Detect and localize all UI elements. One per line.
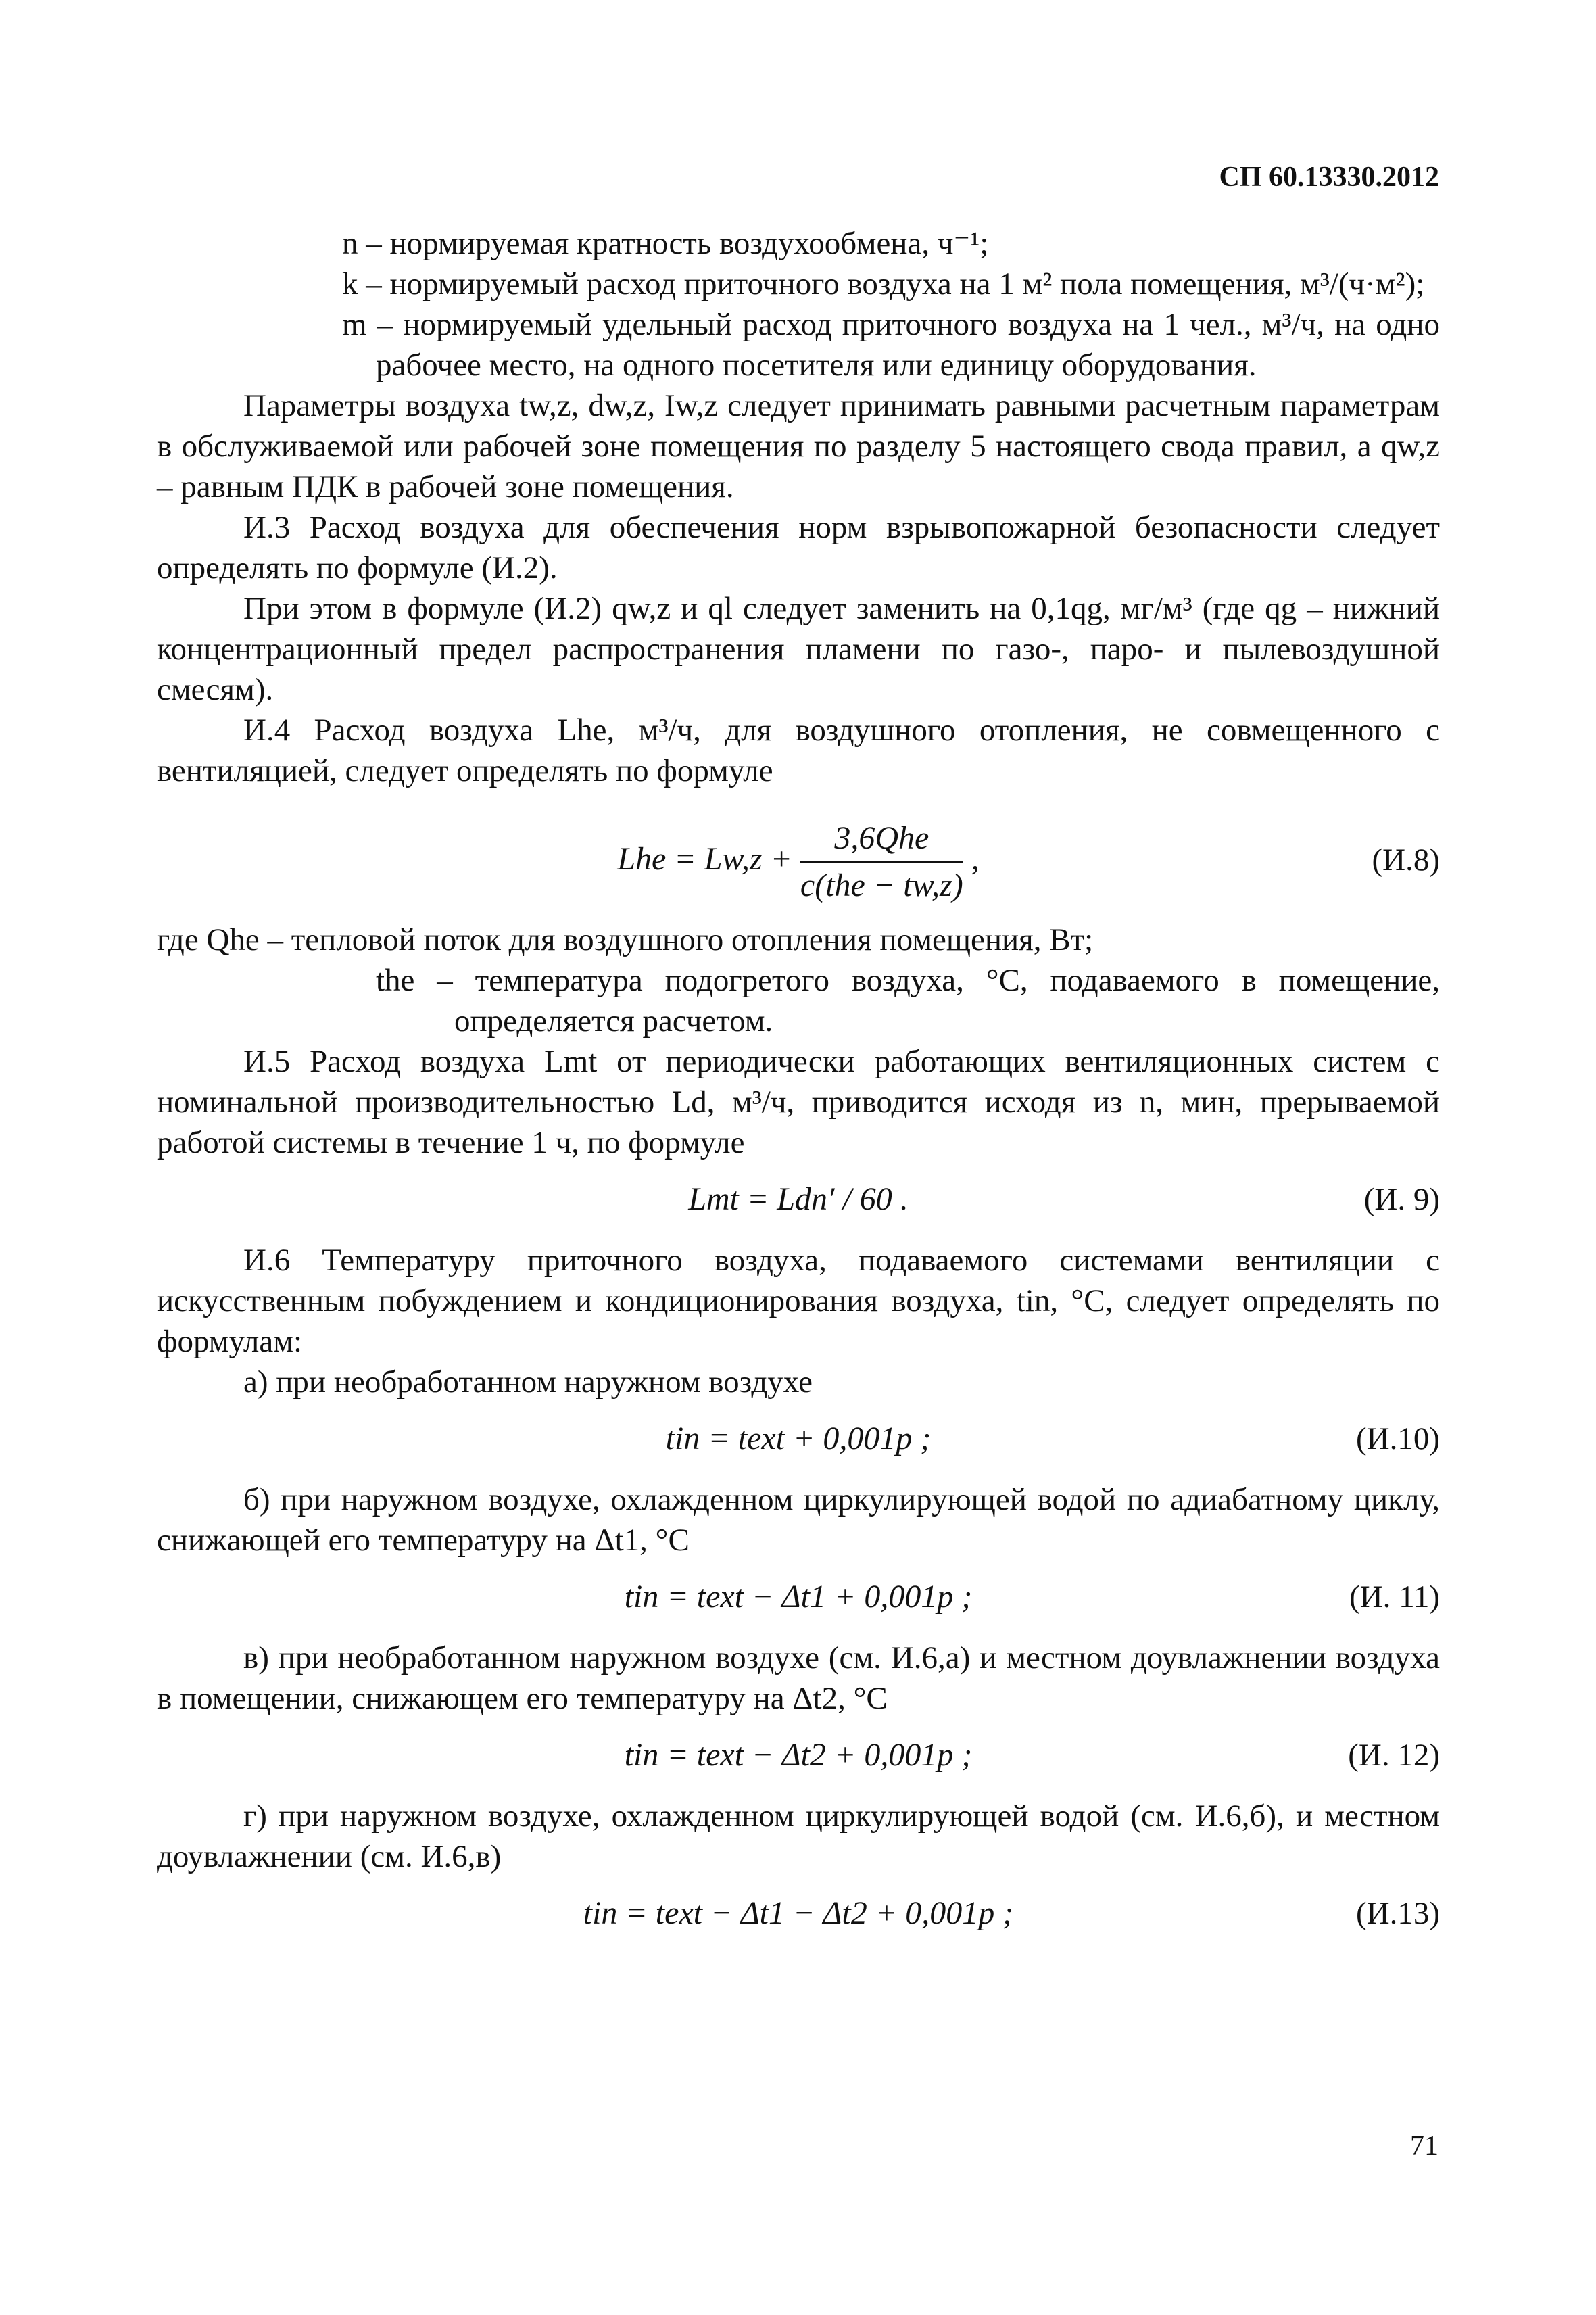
definition-k: k – нормируемый расход приточного воздуха на 1 м² пола помещения, м³/(ч·м²); [342,266,1425,302]
formula-i12-number: (И. 12) [1348,1738,1440,1773]
paragraph-i3: И.3 Расход воздуха для обеспечения норм взрывопожарной безопасности следует определять по формуле (И.2). [157,510,1440,586]
formula-i8-expression [157,818,1440,906]
formula-i8-denominator: c(the − tw,z) [800,867,963,903]
page-content [157,203,1440,1947]
item-v: в) при необработанном наружном воздухе (см. И.6,а) и местном доувлажнении воздуха в помещении, снижающем его температуру на Δt2, °С [157,1640,1440,1716]
formula-i8 [157,798,1440,913]
item-b: б) при наружном воздухе, охлажденном циркулирующей водой по адиабатному циклу, снижающей его температуру на Δt1, °С [157,1482,1440,1558]
formula-i8-fraction [800,818,963,906]
paragraph-i3-replacement: При этом в формуле (И.2) qw,z и ql следует заменить на 0,1qg, мг/м³ (где qg – нижний концентрационный предел распространения пламени по газо-, паро- и пылевоздушной смесям). [157,591,1440,707]
formula-i10-expression: tin = text + 0,001p ; [665,1421,932,1456]
definition-m: m – нормируемый удельный расход приточного воздуха на 1 чел., м³/ч, на одно рабочее место, на одного посетителя или единицу оборудования. [342,307,1440,383]
page-number: 71 [1410,2130,1438,2162]
where-qhe: где Qhe – тепловой поток для воздушного отопления помещения, Вт; [157,922,1094,957]
where-the: the – температура подогретого воздуха, °С, подаваемого в помещение, определяется расчетом. [376,963,1440,1039]
paragraph-air-parameters: Параметры воздуха tw,z, dw,z, Iw,z следует принимать равными расчетным параметрам в обслуживаемой или рабочей зоне помещения по разделу 5 настоящего свода правил, а qw,z – равным ПДК в рабочей зоне помещения. [157,388,1440,504]
document-code-header: СП 60.13330.2012 [1219,162,1439,193]
formula-i9 [157,1170,1440,1226]
formula-i8-lhs: Lhe = Lw,z + [617,841,792,878]
formula-i10 [157,1409,1440,1466]
formula-i9-number: (И. 9) [1363,1182,1440,1217]
formula-i13-number: (И.13) [1356,1896,1440,1931]
paragraph-i6: И.6 Температуру приточного воздуха, подаваемого системами вентиляции с искусственным побуждением и кондиционирования воздуха, tin, °С, следует определять по формулам: [157,1243,1440,1359]
item-a: а) при необработанном наружном воздухе [243,1364,813,1400]
formula-i9-expression: Lmt = Ldn′ / 60 . [688,1181,909,1217]
formula-i11-number: (И. 11) [1349,1579,1440,1615]
formula-i8-number: (И.8) [1372,842,1440,878]
paragraph-i5: И.5 Расход воздуха Lmt от периодически работающих вентиляционных систем с номинальной производительностью Ld, м³/ч, приводится исходя из n, мин, прерываемой работой системы в течение 1 ч, по формуле [157,1044,1440,1160]
formula-i13-expression: tin = text − Δt1 − Δt2 + 0,001p ; [583,1895,1014,1931]
formula-i12 [157,1725,1440,1782]
item-g: г) при наружном воздухе, охлажденном циркулирующей водой (см. И.6,б), и местном доувлажнении (см. И.6,в) [157,1798,1440,1874]
formula-i8-tail: , [971,841,980,878]
formula-i11-expression: tin = text − Δt1 + 0,001p ; [624,1579,973,1615]
paragraph-i4: И.4 Расход воздуха Lhe, м³/ч, для воздушного отопления, не совмещенного с вентиляцией, следует определять по формуле [157,713,1440,788]
formula-i8-numerator: 3,6Qhe [800,818,963,863]
formula-i11 [157,1567,1440,1624]
definition-n: n – нормируемая кратность воздухообмена, ч⁻¹; [342,226,989,261]
formula-i10-number: (И.10) [1356,1421,1440,1456]
formula-i12-expression: tin = text − Δt2 + 0,001p ; [624,1737,973,1773]
formula-i13 [157,1884,1440,1940]
